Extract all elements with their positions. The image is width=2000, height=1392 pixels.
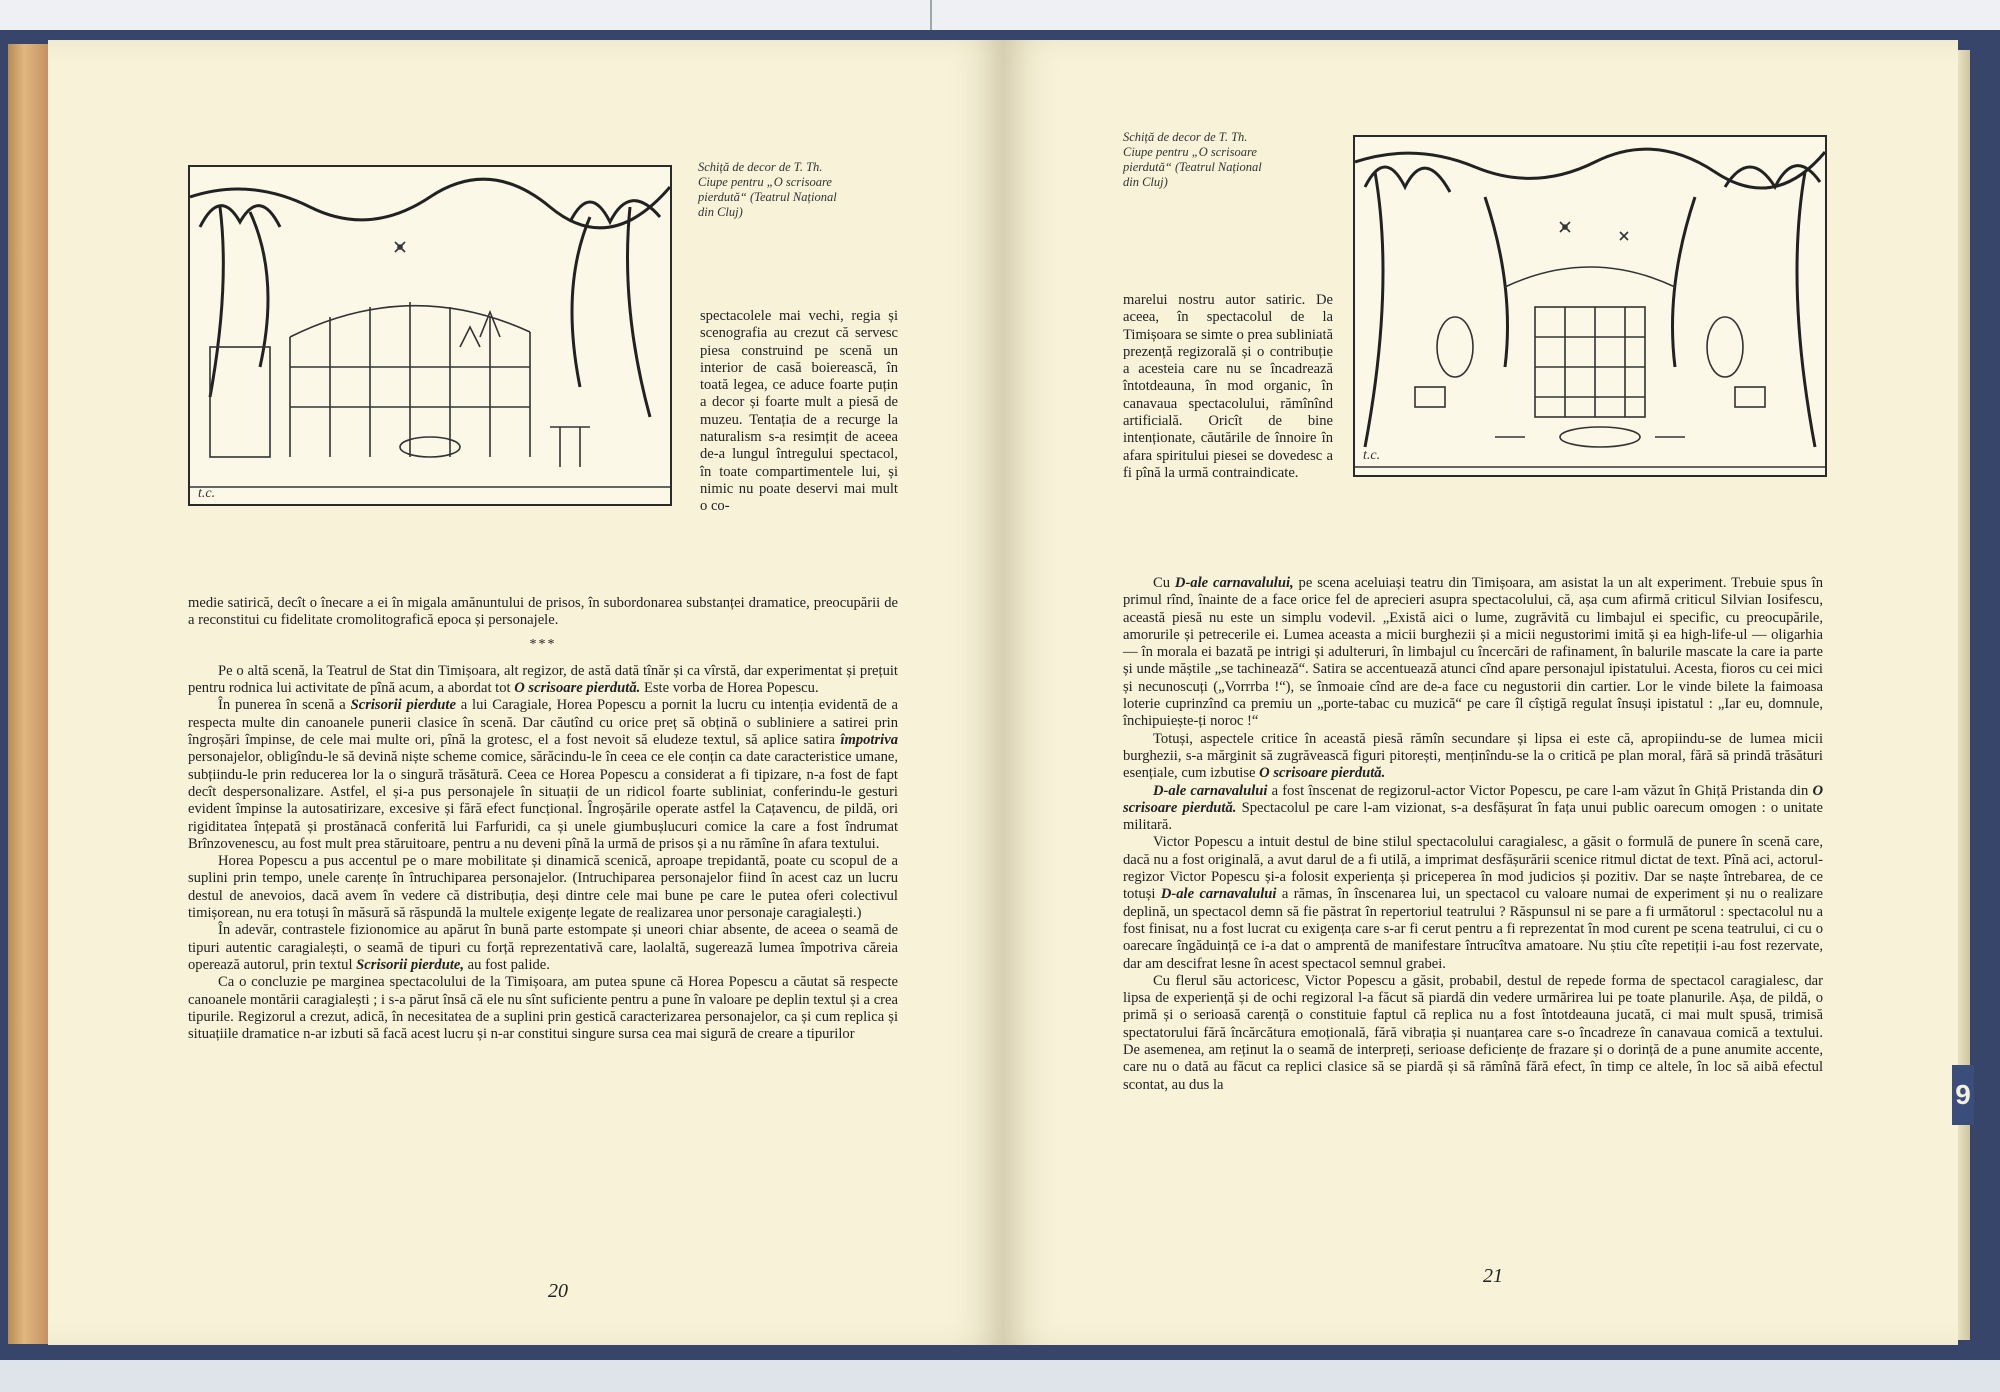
paragraph-continuation: medie satirică, decît o înecare a ei în migala amănuntului de prisos, în subordonarea substanței dramatice, preocupării de a reconstitui cu fidelitate cromolitografică epoca și personajele.: [188, 595, 898, 629]
body-text-right: [1123, 575, 1823, 1094]
body-text-left: [188, 595, 898, 1043]
paragraph-left-4: În adevăr, contrastele fizionomice au apărut în bună parte estompate și uneori chiar absente, de aceea o seamă de tipuri autentic caragialești, o seamă de tipuri cu forță reprezentativă care, laolaltă, sugerează lumea împotriva căreia operează autorul, prin textul Scrisorii pierdute, au fost palide.: [188, 922, 898, 973]
narrow-paragraph-right: marelui nostru autor satiric. De aceea, în spectacolul de la Timișoara se simte o prea subliniată prezență regizorală și o contribuție a acesteia care nu se încadrează întotdeauna, în mod organic, în canavaua spectacolului, rămînînd artificială. Oricît de bine intenționate, căutările de înnoire în afara spiritului piesei se dovedesc a fi pînă la urmă contraindicate.: [1123, 292, 1333, 481]
page-right: [1003, 40, 1958, 1345]
sketch-drawing-left: [190, 167, 670, 504]
stage-sketch-right: [1353, 135, 1827, 477]
page-left: [48, 40, 1003, 1345]
paragraph-left-3: Horea Popescu a pus accentul pe o mare mobilitate și dinamică scenică, aproape trepidantă, poate cu scopul de a suplini prin tempo, unele carențe în întruchiparea personajelor. (Intruchiparea personajelor fiind în acest caz un lucru destul de anevoios, dacă avem în vedere că distribuția, deși dintre cele mai bune pe care le putea oferi colectivul timișorean, nu era totuși în măsură să răspundă la multele exigențe legate de realizarea unor personaje caragialești.): [188, 853, 898, 922]
stage-sketch-left: [188, 165, 672, 506]
open-book: [0, 30, 2000, 1360]
sketch-signature-right: t.c.: [1363, 448, 1381, 463]
paragraph-right-4: Victor Popescu a intuit destul de bine stilul spectacolului caragialesc, a găsit o formulă de punere în scenă care, dacă nu a fost originală, a avut darul de a fi utilă, a imprimat desfășurării scenice ritmul dictat de text. Pînă aci, actorul-regizor Victor Popescu și-a folosit experiența și priceperea în mod judicios și pozitiv. Dar se naște întrebarea, de ce totuși D-ale carnavalului a rămas, în înscenarea lui, un spectacol cu valoare numai de experiment și nu o realizare deplină, un spectacol demn să fie păstrat în repertoriul teatrului ? Răspunsul ni se pare a fi următorul : spectacolul nu a fost finisat, nu a fost lucrat cu exigența care s-ar fi cerut pentru a fi reprezentat în mod curent pe scena teatrului, ci cu o oarecare îngăduință ce i-a dat o amprentă de manifestare întrucîtva amatoare. Nu știu cîte repetiții i-au fost rezervate, dar am descifrat lesne în acest spectacol semnul grabei.: [1123, 834, 1823, 972]
narrow-column-right: [1123, 292, 1333, 572]
book-spine: [8, 44, 48, 1344]
sketch-signature-left: t.c.: [198, 486, 216, 501]
narrow-paragraph-left: spectacolele mai vechi, regia și scenografia au crezut că servesc piesa construind pe scenă un interior de casă boierească, în toată legea, ce aduce foarte puțin a decor și foarte mult a piesă de muzeu. Tentația de a recurge la naturalism s-a resimțit de aceea de-a lungul întregului spectacol, în toate compartimentele lui, și nimic nu poate deservi mai mult o co-: [700, 308, 898, 515]
paragraph-left-5: Ca o concluzie pe marginea spectacolului de la Timișoara, am putea spune că Horea Popescu a căutat să respecte canoanele montării caragialești ; i s-a părut însă că ele nu sînt suficiente pentru a pune în valoare pe deplin textul și a crea tipurile. Regizorul a crezut, adică, în necesitatea de a suplini prin gestică caracterizarea personajelor, ca și cum replica și situațiile dramatice n-ar izbuti să facă acest lucru și n-ar constitui singure sursa cea mai sigură de creare a tipurilor: [188, 974, 898, 1043]
paragraph-right-5: Cu flerul său actoricesc, Victor Popescu a găsit, probabil, destul de repede forma de spectacol caragialesc, dar lipsa de experiență și de ochi regizoral l-a făcut să piardă din vedere urmărirea lui pe toate planurile. Așa, de pildă, o primă și o serioasă carență o constituie faptul că replica nu a fost întotdeauna jucată, ci mai mult spusă, trimisă spectatorului fără încărcătura emoțională, fără vibrația și nuanțarea care s-o încadreze în canavaua comică a textului. De asemenea, am reținut la o seamă de interpreți, serioase deficiențe de frazare și o dorință de a pune anumite accente, care nu o dată au făcut ca replici clasice să se piardă și să rămînă fără efect, în timp ce altele, în loc să aibă efectul scontat, au dus la: [1123, 972, 1823, 1093]
top-background: [0, 0, 2000, 30]
paragraph-left-2: În punerea în scenă a Scrisorii pierdute a lui Caragiale, Horea Popescu a pornit la lucru cu intenția evidentă de a respecta multe din canoanele punerii clasice în scenă. Dar căutînd cu orice preț să obțină o subliniere a satirei prin îngroșări împinse, de cele mai multe ori, pînă la grotesc, el a fost nevoit să eludeze textul, să aplice satira împotriva personajelor, obligîndu-le să devină niște scheme comice, sărăcindu-le în ceea ce ele conțin ca date caracteristice umane, subțiindu-le prin reducerea lor la o singură trăsătură. Ceea ce Horea Popescu a considerat a fi tipizare, n-a fost de fapt decît despersonalizare. Astfel, el și-a pus personajele în situații de un ridicol foarte subliniat, conferindu-le gesturi evident împinse la autosatirizare, excesive și fără efect funcțional. Îngroșările operate astfel la Cațavencu, de pildă, ori rigiditatea înțepată și prostănacă conferită lui Farfuridi, ca și unele giumbușlucuri comice la care a fost îndrumat Brînzovenescu, au fost mult prea stăruitoare, pentru a nu deveni pînă la urmă de prisos și a nu rămîne în afara textului.: [188, 697, 898, 852]
paragraph-right-2: Totuși, aspectele critice în această piesă rămîn secundare și lipsa ei este că, apropiindu-se de lumea micii burghezii, s-a mărginit să zugrăvească figuri pitorești, menținîndu-se la o critică pe plan moral, fără să prindă trăsături esențiale, cum izbutise O scrisoare pierdută.: [1123, 730, 1823, 782]
narrow-column-left: [700, 308, 898, 608]
page-number-left: 20: [548, 1280, 568, 1302]
paragraph-right-1: Cu D-ale carnavalului, pe scena aceluiași teatru din Timișoara, am asistat la un alt experiment. Trebuie spus în primul rînd, înainte de a face orice fel de aprecieri asupra spectacolului, că, așa cum afirmă criticul Silvian Iosifescu, această piesă nu este un simplu vodevil. „Există aici o lume, zugrăvită cu limbajul ei specific, cu preocupările, amorurile și petrecerile ei. Lumea aceasta a micii burghezii și a micii negustorimi imită și ea high-life-ul — oligarhia — în morala ei bazată pe intrigi și adulteruri, în limbajul cu încercări de rafinament, în balurile mascate la care ia parte și unde măștile „se tachinează“. Satira se accentuează atunci cînd apare personajul ipistatului. Acesta, fioros cu cei mici și necunoscuți („Vorrrba !“), se înmoaie cînd are de-a face cu negustorii din cartier. Lor le vinde bilete la faimoasa loterie cuprinzînd ca premiu un „porte-tabac cu muzică“ pe care îl cîștigă regulat însuși ipistatul : „Iar eu, domnule, închipuiește-ți noroc !“: [1123, 575, 1823, 730]
section-separator: ***: [529, 636, 557, 652]
paragraph-right-3: D-ale carnavalului a fost înscenat de regizorul-actor Victor Popescu, pe care l-am văzut în Ghiță Pristanda din O scrisoare pierdută. Spectacolul pe care l-am vizionat, s-a desfășurat în fața unui public oarecum omogen : o unitate militară.: [1123, 782, 1824, 834]
page-number-right: 21: [1483, 1265, 1503, 1287]
sketch-drawing-right: [1355, 137, 1825, 475]
paragraph-left-1: Pe o altă scenă, la Teatrul de Stat din Timișoara, alt regizor, de astă dată tînăr și ca vîrstă, dar experimentat și prețuit pentru rodnica lui activitate de pînă acum, a abordat tot O scrisoare pierdută. Este vorba de Horea Popescu.: [188, 662, 898, 697]
figure-caption-right: Schiță de decor de T. Th. Ciupe pentru „O scrisoare pierdută“ (Teatrul Național din Cluj): [1123, 130, 1262, 189]
section-tab: 9: [1952, 1065, 1974, 1125]
top-divider: [930, 0, 932, 30]
page-block-edge: [1958, 50, 1970, 1340]
figure-caption-left: Schiță de decor de T. Th. Ciupe pentru „O scrisoare pierdută“ (Teatrul Național din Cluj): [698, 160, 837, 219]
